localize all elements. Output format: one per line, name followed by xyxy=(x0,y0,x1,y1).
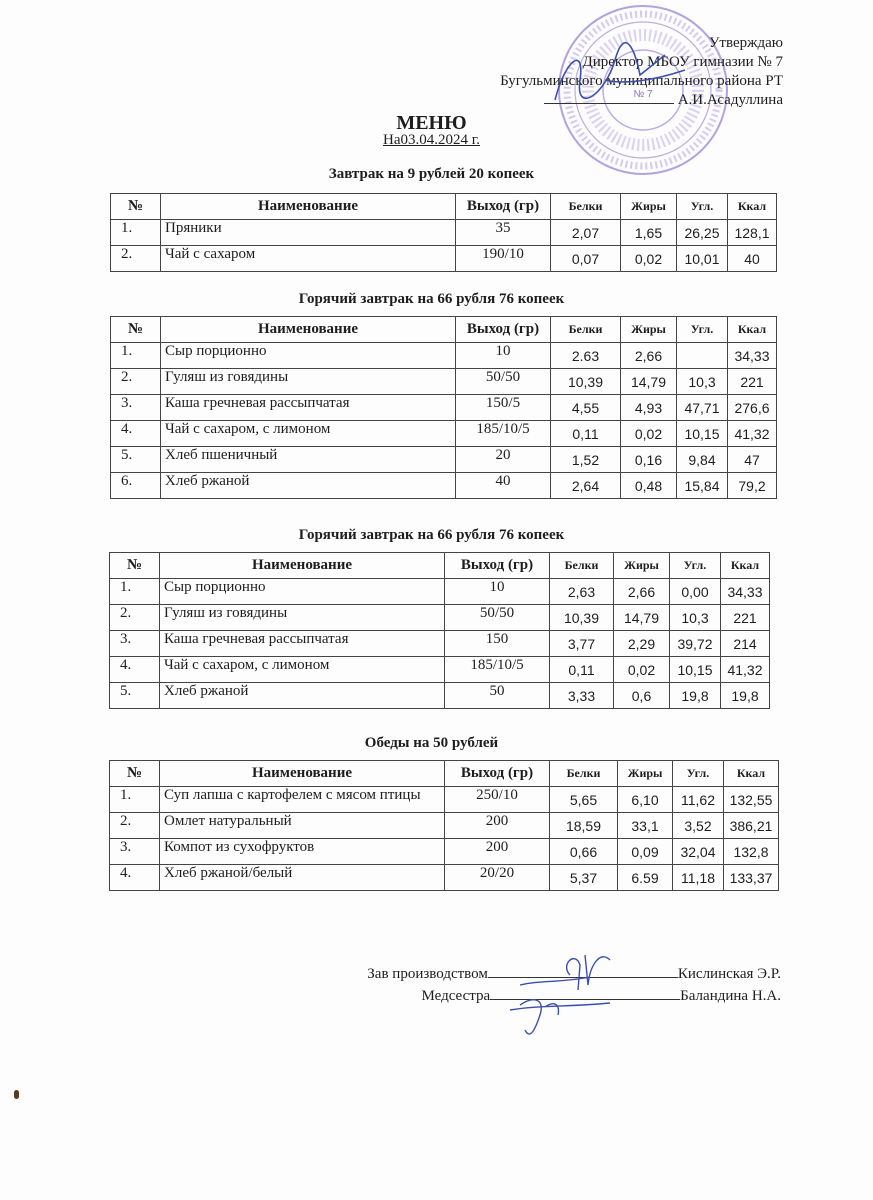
table-row xyxy=(110,605,770,631)
table-row xyxy=(110,657,770,683)
row-number: 5. xyxy=(110,683,160,709)
fats: 33,1 xyxy=(618,813,673,839)
column-header: № xyxy=(110,761,160,787)
fats: 0,16 xyxy=(621,447,677,473)
column-header: Угл. xyxy=(677,317,728,343)
dish-name: Хлеб пшеничный xyxy=(161,447,456,473)
kcal: 276,6 xyxy=(728,395,777,421)
kcal: 19,8 xyxy=(721,683,770,709)
column-header: Выход (гр) xyxy=(445,553,550,579)
dish-name: Каша гречневая рассыпчатая xyxy=(160,631,445,657)
approval-organization: Бугульминского муниципального района РТ xyxy=(500,73,783,89)
proteins: 18,59 xyxy=(550,813,618,839)
row-number: 4. xyxy=(111,421,161,447)
dish-name: Хлеб ржаной/белый xyxy=(160,865,445,891)
menu-table xyxy=(110,193,777,272)
column-header: № xyxy=(111,317,161,343)
column-header: Ккал xyxy=(728,194,777,220)
carbs: 15,84 xyxy=(677,473,728,499)
column-header: Наименование xyxy=(161,194,456,220)
table-row xyxy=(110,631,770,657)
portion-yield: 185/10/5 xyxy=(445,657,550,683)
row-number: 1. xyxy=(111,343,161,369)
column-header: Угл. xyxy=(673,761,724,787)
column-header: Выход (гр) xyxy=(456,194,551,220)
row-number: 3. xyxy=(111,395,161,421)
row-number: 2. xyxy=(111,369,161,395)
portion-yield: 250/10 xyxy=(445,787,550,813)
proteins: 5,65 xyxy=(550,787,618,813)
portion-yield: 20 xyxy=(456,447,551,473)
section-title: Завтрак на 9 рублей 20 копеек xyxy=(328,166,535,182)
column-header: № xyxy=(111,194,161,220)
fats: 0,02 xyxy=(614,657,670,683)
row-number: 1. xyxy=(111,220,161,246)
fats: 6.59 xyxy=(618,865,673,891)
portion-yield: 40 xyxy=(456,473,551,499)
row-number: 1. xyxy=(110,787,160,813)
carbs xyxy=(677,343,728,369)
portion-yield: 150 xyxy=(445,631,550,657)
kcal: 133,37 xyxy=(724,865,779,891)
portion-yield: 200 xyxy=(445,813,550,839)
fats: 0,02 xyxy=(621,421,677,447)
menu-table xyxy=(109,760,779,891)
table-row xyxy=(110,683,770,709)
portion-yield: 200 xyxy=(445,839,550,865)
carbs: 11,62 xyxy=(673,787,724,813)
dish-name: Чай с сахаром xyxy=(161,246,456,272)
fats: 0,02 xyxy=(621,246,677,272)
svg-text:№ 7: № 7 xyxy=(633,89,653,100)
portion-yield: 50/50 xyxy=(456,369,551,395)
column-header: Ккал xyxy=(728,317,777,343)
proteins: 1,52 xyxy=(551,447,621,473)
kcal: 132,55 xyxy=(724,787,779,813)
proteins: 0,07 xyxy=(551,246,621,272)
dish-name: Чай с сахаром, с лимоном xyxy=(160,657,445,683)
portion-yield: 10 xyxy=(445,579,550,605)
column-header: Жиры xyxy=(618,761,673,787)
table-header xyxy=(110,761,779,787)
kcal: 41,32 xyxy=(728,421,777,447)
table-row xyxy=(111,473,777,499)
proteins: 0,66 xyxy=(550,839,618,865)
column-header: Выход (гр) xyxy=(456,317,551,343)
column-header: Угл. xyxy=(670,553,721,579)
table-row xyxy=(111,447,777,473)
kcal: 221 xyxy=(728,369,777,395)
carbs: 3,52 xyxy=(673,813,724,839)
table-header xyxy=(111,317,777,343)
table-row xyxy=(111,246,777,272)
fats: 4,93 xyxy=(621,395,677,421)
ink-spot xyxy=(14,1090,19,1099)
table-header xyxy=(111,194,777,220)
kcal: 386,21 xyxy=(724,813,779,839)
dish-name: Гуляш из говядины xyxy=(161,369,456,395)
carbs: 0,00 xyxy=(670,579,721,605)
column-header: Наименование xyxy=(160,761,445,787)
column-header: Белки xyxy=(550,553,614,579)
menu-table xyxy=(109,552,770,709)
proteins: 2,63 xyxy=(550,579,614,605)
dish-name: Хлеб ржаной xyxy=(160,683,445,709)
table-row xyxy=(111,369,777,395)
kcal: 214 xyxy=(721,631,770,657)
kcal: 34,33 xyxy=(728,343,777,369)
carbs: 19,8 xyxy=(670,683,721,709)
carbs: 26,25 xyxy=(677,220,728,246)
portion-yield: 185/10/5 xyxy=(456,421,551,447)
approval-position: Директор МБОУ гимназии № 7 xyxy=(582,54,783,70)
table-row xyxy=(110,579,770,605)
table-row xyxy=(110,787,779,813)
kcal: 221 xyxy=(721,605,770,631)
column-header: Ккал xyxy=(724,761,779,787)
carbs: 47,71 xyxy=(677,395,728,421)
carbs: 10,15 xyxy=(677,421,728,447)
dish-name: Гуляш из говядины xyxy=(160,605,445,631)
section-title: Горячий завтрак на 66 рубля 76 копеек xyxy=(298,527,565,543)
handwritten-signatures xyxy=(500,945,620,1045)
dish-name: Хлеб ржаной xyxy=(161,473,456,499)
proteins: 2.63 xyxy=(551,343,621,369)
proteins: 3,77 xyxy=(550,631,614,657)
row-number: 4. xyxy=(110,657,160,683)
column-header: Наименование xyxy=(161,317,456,343)
column-header: № xyxy=(110,553,160,579)
portion-yield: 190/10 xyxy=(456,246,551,272)
row-number: 4. xyxy=(110,865,160,891)
proteins: 5,37 xyxy=(550,865,618,891)
menu-date: На03.04.2024 г. xyxy=(383,132,480,148)
column-header: Выход (гр) xyxy=(445,761,550,787)
signature-name: Баландина Н.А. xyxy=(680,988,781,1004)
fats: 0,48 xyxy=(621,473,677,499)
table-header xyxy=(110,553,770,579)
fats: 1,65 xyxy=(621,220,677,246)
proteins: 10,39 xyxy=(551,369,621,395)
column-header: Угл. xyxy=(677,194,728,220)
row-number: 6. xyxy=(111,473,161,499)
fats: 14,79 xyxy=(621,369,677,395)
carbs: 32,04 xyxy=(673,839,724,865)
column-header: Жиры xyxy=(621,194,677,220)
row-number: 2. xyxy=(110,605,160,631)
kcal: 128,1 xyxy=(728,220,777,246)
dish-name: Суп лапша с картофелем с мясом птицы xyxy=(160,787,445,813)
dish-name: Омлет натуральный xyxy=(160,813,445,839)
fats: 2,66 xyxy=(621,343,677,369)
signature-role: Медсестра xyxy=(421,988,491,1004)
carbs: 9,84 xyxy=(677,447,728,473)
proteins: 10,39 xyxy=(550,605,614,631)
dish-name: Чай с сахаром, с лимоном xyxy=(161,421,456,447)
dish-name: Сыр порционно xyxy=(161,343,456,369)
kcal: 41,32 xyxy=(721,657,770,683)
table-row xyxy=(111,421,777,447)
dish-name: Сыр порционно xyxy=(160,579,445,605)
portion-yield: 35 xyxy=(456,220,551,246)
fats: 14,79 xyxy=(614,605,670,631)
director-name: А.И.Асадуллина xyxy=(677,92,783,108)
carbs: 10,3 xyxy=(677,369,728,395)
table-row xyxy=(110,839,779,865)
fats: 6,10 xyxy=(618,787,673,813)
column-header: Белки xyxy=(550,761,618,787)
kcal: 132,8 xyxy=(724,839,779,865)
approval-heading: Утверждаю xyxy=(708,35,783,51)
row-number: 2. xyxy=(111,246,161,272)
row-number: 3. xyxy=(110,631,160,657)
table-row xyxy=(111,343,777,369)
portion-yield: 10 xyxy=(456,343,551,369)
portion-yield: 20/20 xyxy=(445,865,550,891)
fats: 2,29 xyxy=(614,631,670,657)
row-number: 3. xyxy=(110,839,160,865)
proteins: 2,07 xyxy=(551,220,621,246)
column-header: Белки xyxy=(551,317,621,343)
row-number: 1. xyxy=(110,579,160,605)
column-header: Жиры xyxy=(614,553,670,579)
fats: 2,66 xyxy=(614,579,670,605)
dish-name: Каша гречневая рассыпчатая xyxy=(161,395,456,421)
menu-title: МЕНЮ xyxy=(396,112,467,134)
section-title: Обеды на 50 рублей xyxy=(364,735,499,751)
carbs: 10,3 xyxy=(670,605,721,631)
portion-yield: 50/50 xyxy=(445,605,550,631)
section-title: Горячий завтрак на 66 рубля 76 копеек xyxy=(298,291,565,307)
proteins: 0,11 xyxy=(551,421,621,447)
row-number: 2. xyxy=(110,813,160,839)
row-number: 5. xyxy=(111,447,161,473)
kcal: 40 xyxy=(728,246,777,272)
dish-name: Компот из сухофруктов xyxy=(160,839,445,865)
kcal: 34,33 xyxy=(721,579,770,605)
carbs: 11,18 xyxy=(673,865,724,891)
signature-name: Кислинская Э.Р. xyxy=(677,966,781,982)
kcal: 79,2 xyxy=(728,473,777,499)
table-row xyxy=(111,395,777,421)
table-row xyxy=(110,865,779,891)
carbs: 10,15 xyxy=(670,657,721,683)
fats: 0,6 xyxy=(614,683,670,709)
column-header: Ккал xyxy=(721,553,770,579)
column-header: Жиры xyxy=(621,317,677,343)
kcal: 47 xyxy=(728,447,777,473)
carbs: 39,72 xyxy=(670,631,721,657)
proteins: 2,64 xyxy=(551,473,621,499)
table-row xyxy=(111,220,777,246)
signature-role: Зав производством xyxy=(367,966,488,982)
fats: 0,09 xyxy=(618,839,673,865)
menu-table xyxy=(110,316,777,499)
column-header: Белки xyxy=(551,194,621,220)
column-header: Наименование xyxy=(160,553,445,579)
proteins: 0,11 xyxy=(550,657,614,683)
proteins: 4,55 xyxy=(551,395,621,421)
carbs: 10,01 xyxy=(677,246,728,272)
portion-yield: 50 xyxy=(445,683,550,709)
table-row xyxy=(110,813,779,839)
dish-name: Пряники xyxy=(161,220,456,246)
director-signature xyxy=(545,40,695,110)
proteins: 3,33 xyxy=(550,683,614,709)
portion-yield: 150/5 xyxy=(456,395,551,421)
